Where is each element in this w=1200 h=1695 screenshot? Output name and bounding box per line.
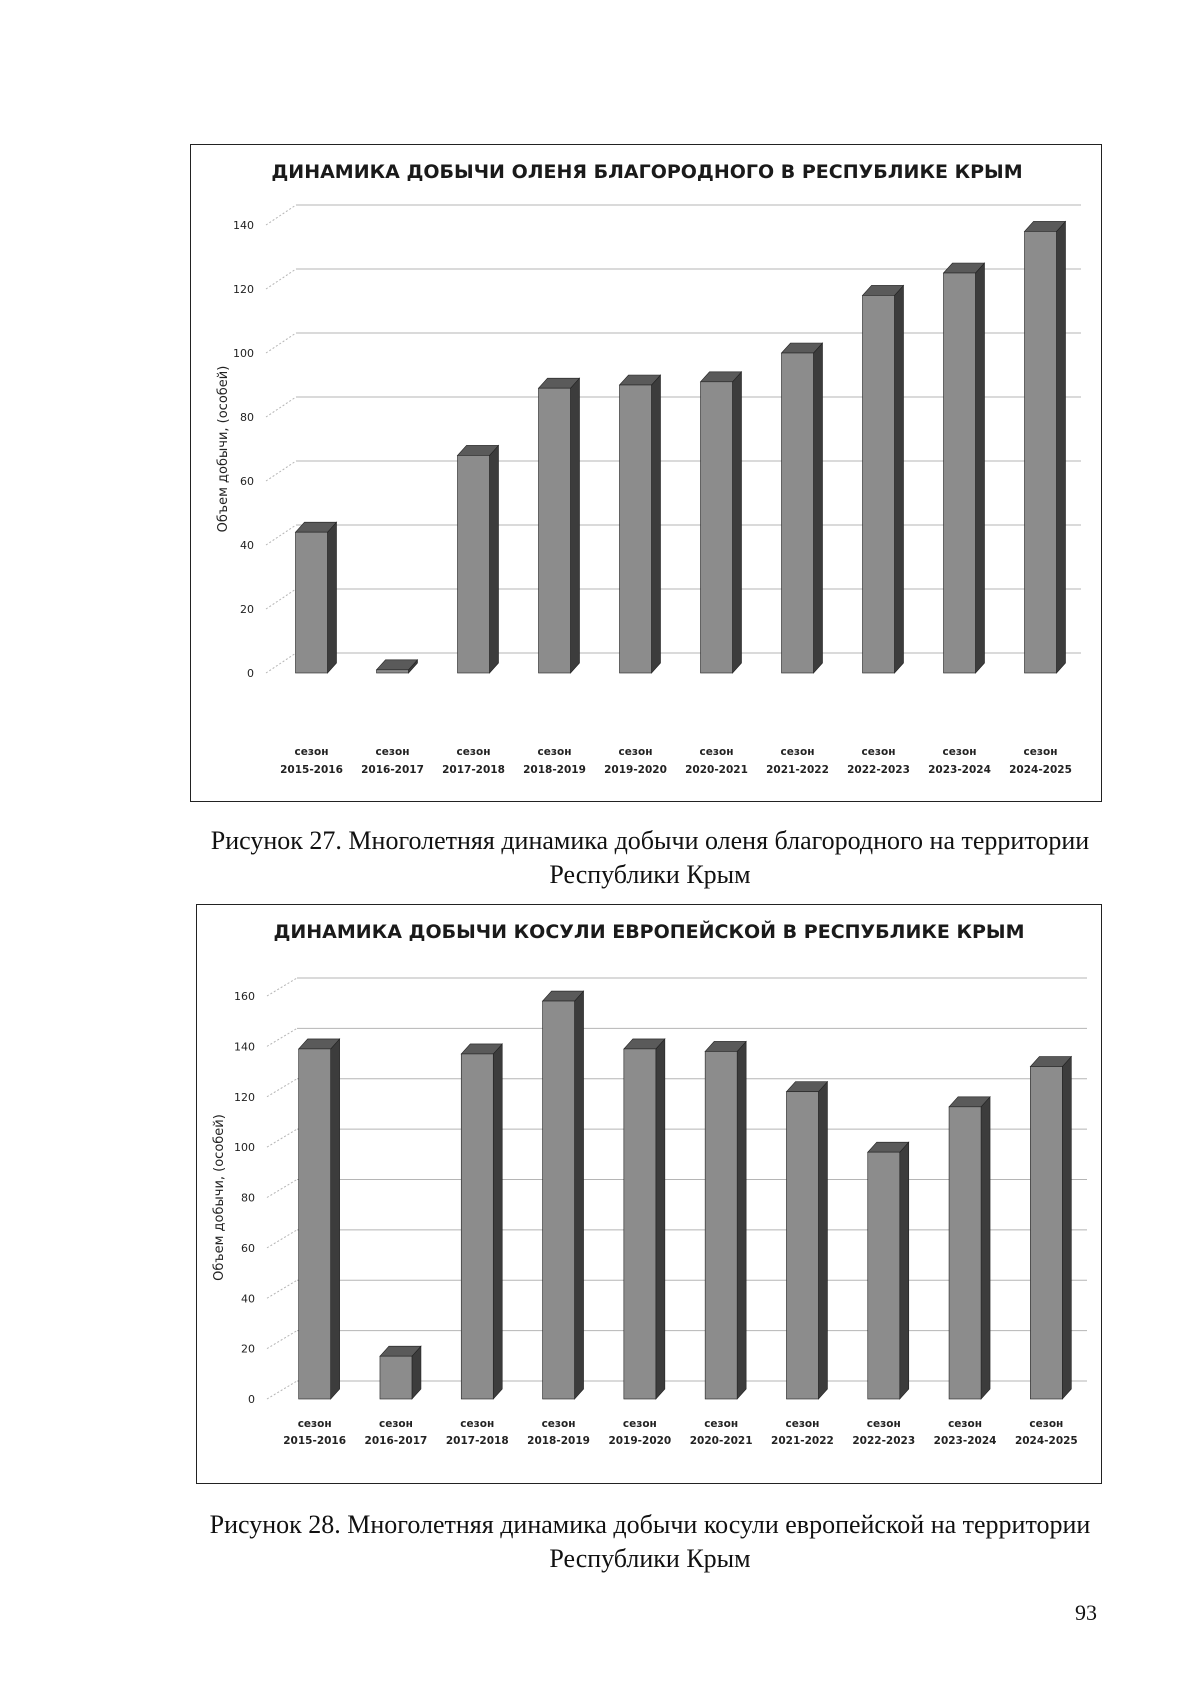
grid-diagonal [267, 1230, 297, 1248]
x-tick-label: 2017-2018 [445, 1435, 509, 1447]
figure-28-caption: Рисунок 28. Многолетняя динамика добычи косули европейской на территории Республики Крым [209, 1510, 1091, 1573]
grid-diagonal [267, 1129, 297, 1147]
y-tick-label: 100 [233, 347, 254, 360]
chart-roe-deer [196, 904, 1102, 1484]
x-tick-label: 2017-2018 [442, 764, 505, 776]
x-tick-label: сезон [297, 1418, 332, 1430]
y-tick-label: 0 [247, 667, 254, 680]
bar-front [701, 382, 733, 673]
bar-front [296, 532, 328, 673]
bar-side [981, 1097, 990, 1399]
x-tick-label: 2023-2024 [933, 1435, 997, 1447]
y-tick-label: 120 [234, 1090, 255, 1104]
y-tick-label: 160 [234, 990, 255, 1003]
bar-front [944, 273, 976, 673]
x-tick-label: 2022-2023 [852, 1435, 916, 1447]
bar-front [461, 1054, 493, 1399]
grid-diagonal [267, 1331, 297, 1349]
bar [701, 372, 742, 673]
bar-front [299, 1049, 331, 1399]
y-tick-label: 40 [241, 1292, 255, 1306]
bar [458, 445, 499, 673]
y-tick-label: 120 [233, 283, 254, 296]
bar-side [652, 375, 661, 673]
bar [299, 1039, 340, 1399]
grid-diagonal [266, 589, 296, 609]
x-tick-label: сезон [294, 746, 329, 758]
grid-diagonal [266, 397, 296, 417]
bar [624, 1039, 665, 1399]
bar-front [539, 388, 571, 673]
bar-front [705, 1051, 737, 1399]
grid-diagonal [266, 205, 296, 225]
x-tick-label: 2021-2022 [771, 1435, 834, 1447]
grid-diagonal [267, 978, 297, 996]
x-tick-label: 2022-2023 [847, 764, 910, 776]
bar-side [490, 445, 499, 673]
y-tick-label: 100 [234, 1141, 255, 1155]
y-tick-label: 40 [240, 539, 254, 552]
bar [296, 522, 337, 673]
y-axis-label: Объем добычи, (особей) [216, 365, 231, 533]
x-tick-label: сезон [1023, 746, 1058, 758]
bar-side [1062, 1057, 1071, 1399]
x-tick-label: сезон [541, 1418, 576, 1430]
grid-diagonal [267, 1028, 297, 1046]
chart-title: ДИНАМИКА ДОБЫЧИ КОСУЛИ ЕВРОПЕЙСКОЙ В РЕСПУБЛИКЕ КРЫМ [273, 921, 1025, 943]
bar [863, 285, 904, 673]
bar [377, 660, 418, 673]
x-tick-label: 2015-2016 [280, 764, 343, 776]
bar-side [328, 522, 337, 673]
x-tick-label: сезон [1029, 1418, 1064, 1430]
grid-diagonal [266, 333, 296, 353]
bar-side [1057, 221, 1066, 673]
x-tick-label: 2023-2024 [928, 764, 991, 776]
y-tick-label: 80 [241, 1191, 255, 1205]
bar [944, 263, 985, 673]
bar-side [656, 1039, 665, 1399]
grid-diagonal [266, 461, 296, 481]
bar-side [818, 1082, 827, 1399]
bar [461, 1044, 502, 1399]
x-tick-label: 2016-2017 [361, 764, 424, 776]
bar [1030, 1057, 1071, 1399]
y-tick-label: 20 [241, 1342, 255, 1356]
bar [539, 378, 580, 673]
grid-diagonal [267, 1381, 297, 1399]
y-tick-label: 80 [240, 411, 254, 424]
x-tick-label: сезон [866, 1418, 901, 1430]
x-tick-label: сезон [948, 1418, 983, 1430]
chart-roe-deer-svg [197, 905, 1103, 1485]
x-tick-label: сезон [618, 746, 653, 758]
bar-front [380, 1356, 412, 1399]
bar-side [571, 378, 580, 673]
grid-diagonal [266, 525, 296, 545]
bar-side [733, 372, 742, 673]
bar-side [737, 1041, 746, 1399]
x-tick-label: сезон [456, 746, 491, 758]
bar-side [331, 1039, 340, 1399]
bar [1025, 221, 1066, 673]
bar-side [900, 1142, 909, 1399]
y-tick-label: 140 [233, 219, 254, 232]
x-tick-label: сезон [375, 746, 410, 758]
x-tick-label: сезон [942, 746, 977, 758]
bar-front [949, 1107, 981, 1399]
grid-diagonal [266, 269, 296, 289]
figure-27-caption: Рисунок 27. Многолетняя динамика добычи оленя благородного на территории Республики Крым [210, 826, 1090, 889]
x-tick-label: сезон [861, 746, 896, 758]
x-tick-label: 2021-2022 [766, 764, 829, 776]
bar-front [1025, 231, 1057, 673]
x-tick-label: сезон [785, 1418, 820, 1430]
x-tick-label: 2020-2021 [685, 764, 748, 776]
y-tick-label: 0 [248, 1393, 255, 1406]
y-tick-label: 60 [241, 1241, 255, 1255]
x-tick-label: сезон [460, 1418, 495, 1430]
bar [705, 1041, 746, 1399]
x-tick-label: сезон [622, 1418, 657, 1430]
grid-diagonal [266, 653, 296, 673]
grid-diagonal [267, 1079, 297, 1097]
bar-front [620, 385, 652, 673]
bar-front [458, 455, 490, 673]
bar [868, 1142, 909, 1399]
bar [782, 343, 823, 673]
bar-side [895, 285, 904, 673]
x-tick-label: 2016-2017 [364, 1435, 428, 1447]
bar-front [377, 670, 409, 673]
x-tick-label: 2024-2025 [1009, 764, 1072, 776]
bar-side [493, 1044, 502, 1399]
x-tick-label: 2019-2020 [604, 764, 667, 776]
x-tick-label: сезон [699, 746, 734, 758]
bar-front [624, 1049, 656, 1399]
x-tick-label: сезон [704, 1418, 739, 1430]
x-tick-label: 2020-2021 [689, 1435, 753, 1447]
bar-front [1030, 1067, 1062, 1399]
y-tick-label: 20 [240, 603, 254, 616]
x-tick-label: 2018-2019 [527, 1435, 590, 1447]
x-tick-label: 2018-2019 [523, 764, 586, 776]
bar-side [575, 991, 584, 1399]
bar [543, 991, 584, 1399]
bar-side [814, 343, 823, 673]
x-tick-label: 2024-2025 [1014, 1435, 1078, 1447]
grid-diagonal [267, 1180, 297, 1198]
y-tick-label: 140 [234, 1040, 255, 1054]
bar-front [543, 1001, 575, 1399]
x-tick-label: 2019-2020 [608, 1435, 672, 1447]
bar-front [786, 1092, 818, 1399]
page-number: 93 [1075, 1600, 1097, 1625]
x-tick-label: сезон [780, 746, 815, 758]
bar-front [782, 353, 814, 673]
y-axis-label: Объем добычи, (особей) [212, 1114, 227, 1281]
bar [620, 375, 661, 673]
chart-red-deer [190, 144, 1102, 802]
chart-red-deer-svg [191, 145, 1103, 803]
x-tick-label: 2015-2016 [283, 1435, 347, 1447]
chart-title: ДИНАМИКА ДОБЫЧИ ОЛЕНЯ БЛАГОРОДНОГО В РЕСПУБЛИКЕ КРЫМ [271, 161, 1023, 183]
y-tick-label: 60 [240, 475, 254, 488]
grid-diagonal [267, 1280, 297, 1298]
bar [949, 1097, 990, 1399]
bar-side [976, 263, 985, 673]
bar [786, 1082, 827, 1399]
bar-front [868, 1152, 900, 1399]
bar [380, 1346, 421, 1399]
x-tick-label: сезон [378, 1418, 413, 1430]
bar-front [863, 295, 895, 673]
x-tick-label: сезон [537, 746, 572, 758]
